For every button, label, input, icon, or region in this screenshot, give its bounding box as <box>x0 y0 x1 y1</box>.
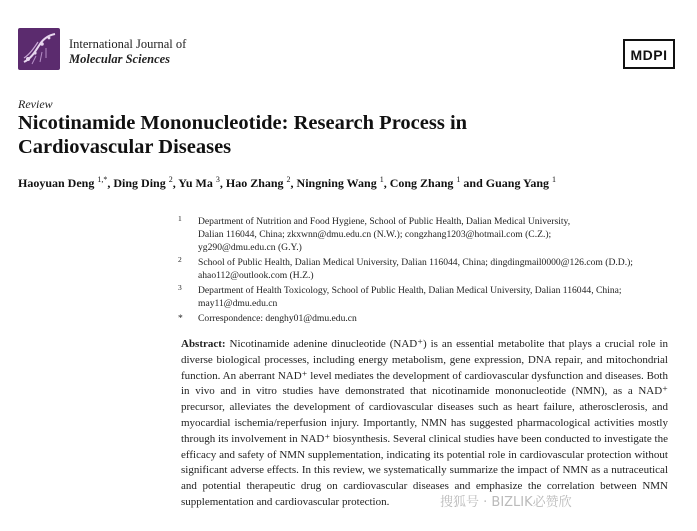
journal-logo-icon <box>18 28 60 70</box>
affiliation-item <box>178 256 678 282</box>
author-affiliation-mark: 2 <box>286 175 291 184</box>
affiliation-item <box>178 215 678 254</box>
author-name: Yu Ma <box>178 176 213 190</box>
watermark: 搜狐号 · BIZLIK必赞欣 <box>440 495 572 510</box>
article-title <box>18 111 658 159</box>
affiliation-number: 1 <box>178 214 182 223</box>
author-name: Ningning Wang <box>296 176 377 190</box>
affiliation-line: Department of Nutrition and Food Hygiene, School of Public Health, Dalian Medical University, <box>198 216 571 227</box>
correspondence-line: Correspondence: denghy01@dmu.edu.cn <box>198 313 357 324</box>
author-affiliation-mark: 1 <box>379 175 384 184</box>
author-name: Hao Zhang <box>225 176 284 190</box>
affiliations <box>178 215 678 327</box>
correspondence-mark: * <box>178 313 183 324</box>
title-line-2: Cardiovascular Diseases <box>18 136 232 158</box>
journal-name-line2: Molecular Sciences <box>69 52 171 66</box>
author-affiliation-mark: 2 <box>168 175 173 184</box>
author-name: Cong Zhang <box>389 176 454 190</box>
article-type: Review <box>18 97 53 111</box>
affiliation-number: 3 <box>178 283 182 292</box>
affiliation-line: ahao112@outlook.com (H.Z.) <box>198 270 314 281</box>
affiliation-item <box>178 284 678 310</box>
journal-name-line1: International Journal of <box>69 37 187 51</box>
affiliation-line: may11@dmu.edu.cn <box>198 298 278 309</box>
journal-header <box>18 28 680 78</box>
title-line-1: Nicotinamide Mononucleotide: Research Process in <box>18 112 468 134</box>
affiliation-line: yg290@dmu.edu.cn (G.Y.) <box>198 242 302 253</box>
affiliation-number: 2 <box>178 255 182 264</box>
abstract-label: Abstract: <box>181 338 226 350</box>
journal-name <box>69 37 186 67</box>
author-name: Guang Yang <box>485 176 550 190</box>
correspondence-item <box>178 312 678 325</box>
author-affiliation-mark: 3 <box>215 175 220 184</box>
author-affiliation-mark: 1,* <box>97 175 108 184</box>
author-affiliation-mark: 1 <box>552 175 557 184</box>
abstract <box>181 337 668 511</box>
author-list: Haoyuan Deng $^{1,*}$, Ding Ding $^2$, Yu Ma $^3$, Hao Zhang $^2$, Ningning Wang $^1$, Cong Zhang $^1$ and Guang Yang $^1$ <box>18 175 557 190</box>
publisher-logo <box>623 39 675 69</box>
publisher-name: MDPI <box>630 47 668 63</box>
author-name: Haoyuan Deng <box>18 176 95 190</box>
abstract-text: Nicotinamide adenine dinucleotide (NAD⁺) is an essential metabolite that plays a crucial role in diverse biological processes, including energy metabolism, gene expression, DNA repair, and mitochondrial function. An aberrant NAD⁺ level mediates the development of cardiovascular dysfunction and diseases. Both in vivo and in vitro studies have demonstrated that nicotinamide mononucleotide (NMN), as a NAD⁺ precursor, alleviates the development of cardiovascular diseases such as heart failure, atherosclerosis, and myocardial ischemia/reperfusion injury. Importantly, NMN has suggested pharmacological activities mostly through its involvement in NAD⁺ biosynthesis. Several clinical studies have been conducted to investigate the efficacy and safety of NMN supplementation, indicating its potential role in cardiovascular protection without significant adverse effects. In this review, we systematically summarize the impact of NMN as a nutraceutical and potential therapeutic drug on cardiovascular diseases and emphasize the correlation between NMN supplementation and cardiovascular protection. <box>181 338 668 508</box>
affiliation-line: Dalian 116044, China; zkxwnn@dmu.edu.cn (N.W.); congzhang1203@hotmail.com (C.Z.); <box>198 229 552 240</box>
author-affiliation-mark: 1 <box>456 175 461 184</box>
author-name: Ding Ding <box>113 176 166 190</box>
affiliation-line: School of Public Health, Dalian Medical University, Dalian 116044, China; dingdingmail0000@126.com (D.D.); <box>198 257 633 268</box>
affiliation-line: Department of Health Toxicology, School of Public Health, Dalian Medical University, Dalian 116044, China; <box>198 285 622 296</box>
